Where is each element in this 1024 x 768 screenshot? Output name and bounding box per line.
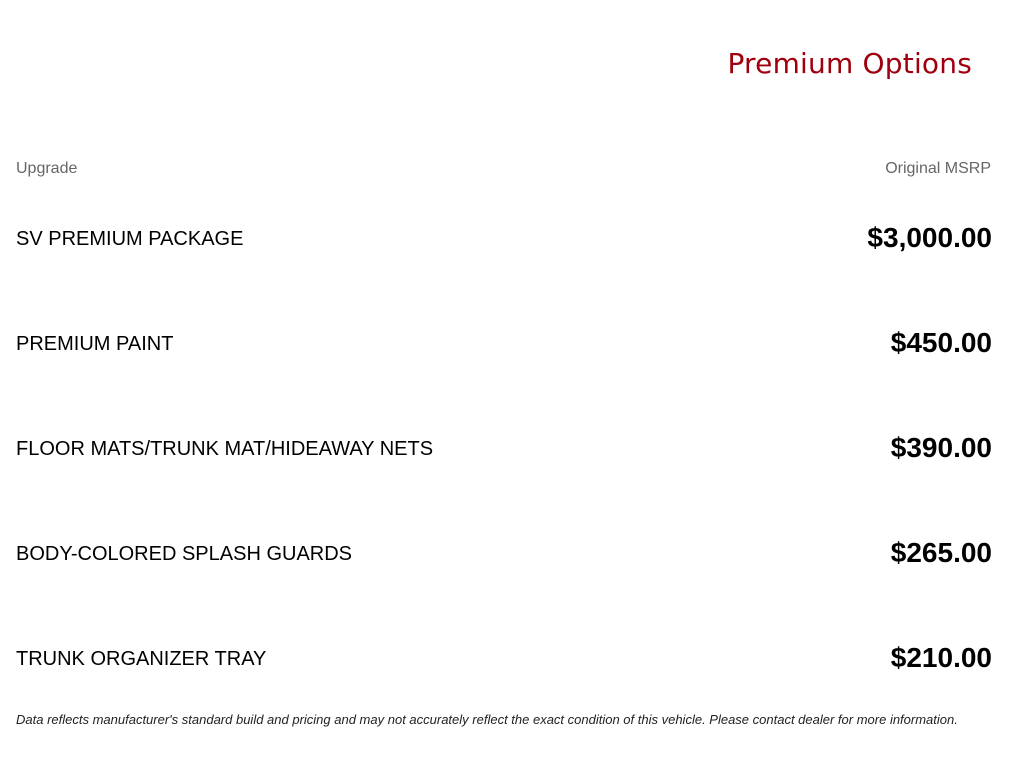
option-row (16, 515, 992, 620)
option-name: BODY-COLORED SPLASH GUARDS (16, 543, 353, 565)
option-row (16, 305, 992, 410)
option-price: $265.00 (890, 537, 992, 568)
option-name: SV PREMIUM PACKAGE (16, 228, 244, 250)
option-price: $210.00 (890, 642, 992, 673)
option-name: PREMIUM PAINT (16, 333, 174, 355)
option-row (16, 200, 992, 305)
option-row (16, 620, 992, 725)
disclaimer-text: Data reflects manufacturer's standard build and pricing and may not accurately reflect the exact condition of this vehicle. Please contact dealer for more information. (16, 712, 958, 727)
option-row (16, 410, 992, 515)
upgrade-column-header: Upgrade (16, 160, 78, 177)
page-title: Premium Options (727, 47, 972, 80)
msrp-column-header: Original MSRP (885, 160, 991, 177)
options-list (16, 200, 992, 725)
option-name: TRUNK ORGANIZER TRAY (16, 648, 267, 670)
option-price: $3,000.00 (867, 222, 992, 253)
option-price: $450.00 (890, 327, 992, 358)
option-price: $390.00 (890, 432, 992, 463)
table-header (16, 160, 991, 178)
option-name: FLOOR MATS/TRUNK MAT/HIDEAWAY NETS (16, 438, 434, 460)
